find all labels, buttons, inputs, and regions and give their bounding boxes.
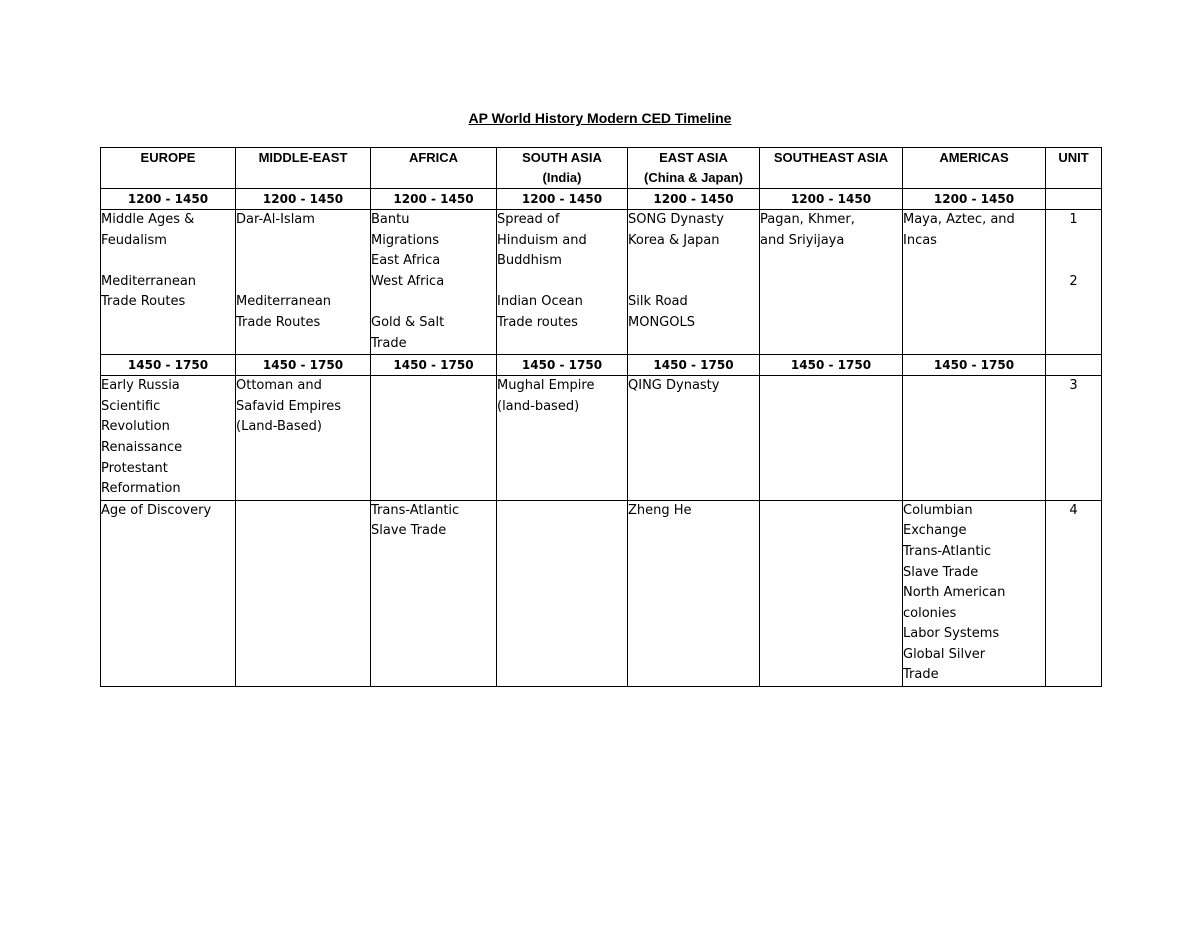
cell-southeast-asia: Pagan, Khmer, and Sriyijaya: [760, 210, 903, 355]
period-label: 1200 - 1450: [497, 189, 628, 210]
period-label: 1200 - 1450: [760, 189, 903, 210]
cell-middle-east: Dar-Al-Islam Mediterranean Trade Routes: [236, 210, 371, 355]
column-header-europe: EUROPE: [101, 148, 236, 189]
column-header-africa: AFRICA: [371, 148, 497, 189]
period-label-empty: [1046, 189, 1102, 210]
cell-unit: 4: [1046, 500, 1102, 686]
period-label: 1450 - 1750: [903, 355, 1046, 376]
cell-europe: Early Russia Scientific Revolution Renaissance Protestant Reformation: [101, 376, 236, 501]
column-header-middle-east: MIDDLE-EAST: [236, 148, 371, 189]
column-header-americas: AMERICAS: [903, 148, 1046, 189]
period-label: 1450 - 1750: [760, 355, 903, 376]
period-label: 1200 - 1450: [101, 189, 236, 210]
cell-south-asia: Spread of Hinduism and Buddhism Indian Ocean Trade routes: [497, 210, 628, 355]
period-label: 1450 - 1750: [101, 355, 236, 376]
period-label-empty: [1046, 355, 1102, 376]
cell-unit: 1 2: [1046, 210, 1102, 355]
cell-south-asia: [497, 500, 628, 686]
period-label: 1450 - 1750: [628, 355, 760, 376]
cell-middle-east: Ottoman and Safavid Empires (Land-Based): [236, 376, 371, 501]
period-row-1200-1450: [101, 189, 1102, 210]
column-header-east-asia: EAST ASIA (China & Japan): [628, 148, 760, 189]
timeline-table: [100, 147, 1102, 687]
cell-africa: Bantu Migrations East Africa West Africa Gold & Salt Trade: [371, 210, 497, 355]
cell-africa: Trans-Atlantic Slave Trade: [371, 500, 497, 686]
cell-unit: 3: [1046, 376, 1102, 501]
cell-southeast-asia: [760, 500, 903, 686]
header-row: [101, 148, 1102, 189]
page-title: AP World History Modern CED Timeline: [468, 110, 732, 126]
column-header-south-asia: SOUTH ASIA (India): [497, 148, 628, 189]
cell-east-asia: QING Dynasty: [628, 376, 760, 501]
column-header-unit: UNIT: [1046, 148, 1102, 189]
cell-east-asia: Zheng He: [628, 500, 760, 686]
cell-africa: [371, 376, 497, 501]
cell-east-asia: SONG Dynasty Korea & Japan Silk Road MONGOLS: [628, 210, 760, 355]
period-label: 1200 - 1450: [236, 189, 371, 210]
cell-americas: [903, 376, 1046, 501]
table-row-units-1-2: [101, 210, 1102, 355]
cell-europe: Middle Ages & Feudalism Mediterranean Trade Routes: [101, 210, 236, 355]
cell-southeast-asia: [760, 376, 903, 501]
cell-south-asia: Mughal Empire (land-based): [497, 376, 628, 501]
period-label: 1450 - 1750: [236, 355, 371, 376]
cell-middle-east: [236, 500, 371, 686]
period-label: 1450 - 1750: [497, 355, 628, 376]
cell-americas: Columbian Exchange Trans-Atlantic Slave Trade North American colonies Labor Systems Global Silver Trade: [903, 500, 1046, 686]
period-row-1450-1750: [101, 355, 1102, 376]
cell-europe: Age of Discovery: [101, 500, 236, 686]
period-label: 1200 - 1450: [628, 189, 760, 210]
column-header-southeast-asia: SOUTHEAST ASIA: [760, 148, 903, 189]
table-row-unit-3: [101, 376, 1102, 501]
period-label: 1200 - 1450: [371, 189, 497, 210]
table-row-unit-4: [101, 500, 1102, 686]
cell-americas: Maya, Aztec, and Incas: [903, 210, 1046, 355]
period-label: 1450 - 1750: [371, 355, 497, 376]
period-label: 1200 - 1450: [903, 189, 1046, 210]
